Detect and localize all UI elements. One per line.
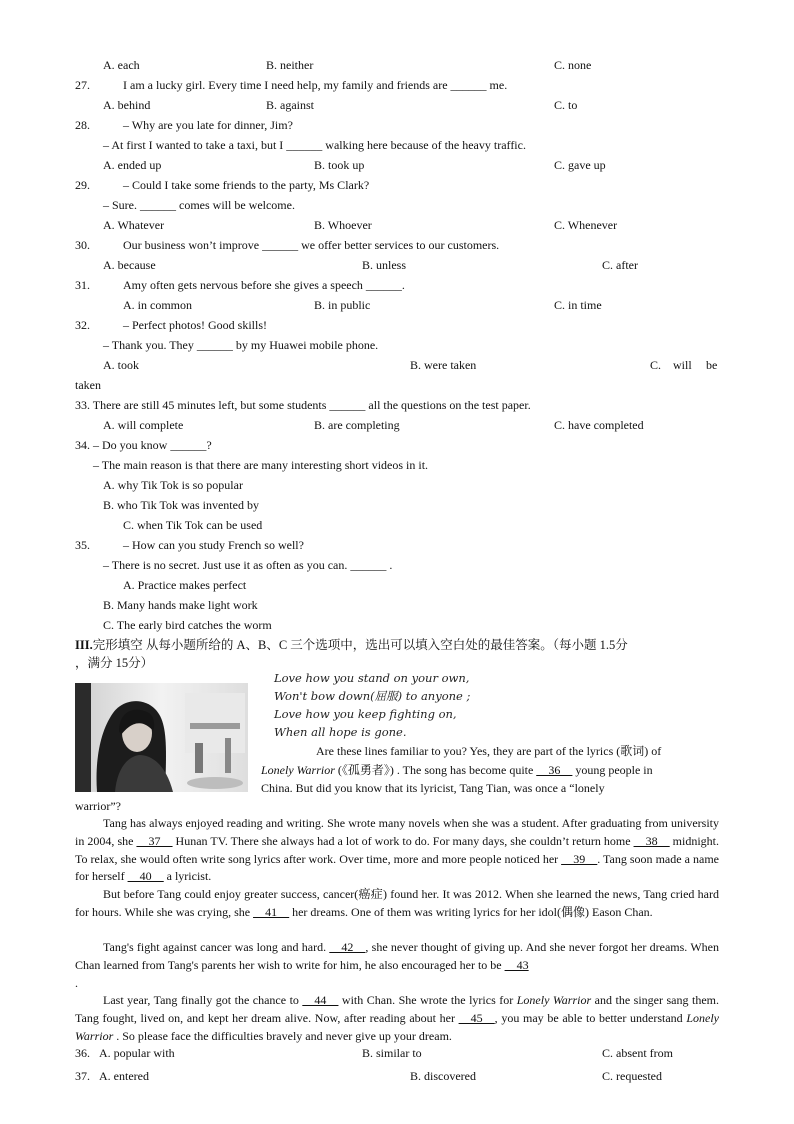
q32-option-c-letter: C. xyxy=(650,358,662,372)
q32-option-b: B. were taken xyxy=(410,358,477,372)
p4-text-2: , she never thought of giving up. And she never forgot her dreams. When Chan learned from Tang's parents her wish to write for him, he also encouraged her to be xyxy=(75,940,719,972)
song-title: Lonely Warrior xyxy=(261,763,335,777)
q34-line2: – The main reason is that there are many interesting short videos in it. xyxy=(93,458,429,472)
q30-number: 30. xyxy=(75,238,90,252)
p4-text-3: . xyxy=(75,975,78,990)
passage-paragraph-4 xyxy=(75,939,719,992)
q31-option-b: B. in public xyxy=(314,298,371,312)
q32-number: 32. xyxy=(75,318,90,332)
q27-number: 27. xyxy=(75,78,90,92)
q29-option-b: B. Whoever xyxy=(314,218,372,232)
singer-photo xyxy=(75,683,248,792)
q32-option-c-word3: taken xyxy=(75,378,101,392)
q33-stem: 33. There are still 45 minutes left, but some students ______ all the questions on the test paper. xyxy=(75,398,531,412)
q31-number: 31. xyxy=(75,278,90,292)
q35-line1: – How can you study French so well? xyxy=(123,538,304,552)
q29-number: 29. xyxy=(75,178,90,192)
q32-option-a: A. took xyxy=(103,358,139,372)
q31-stem: Amy often gets nervous before she gives a speech ______. xyxy=(123,278,405,292)
q28-option-a: A. ended up xyxy=(103,158,162,172)
q29-line1: – Could I take some friends to the party, Ms Clark? xyxy=(123,178,370,192)
q35-option-b: B. Many hands make light work xyxy=(103,598,258,612)
q35-option-a: A. Practice makes perfect xyxy=(123,578,247,592)
blank-42: __42__ xyxy=(329,940,366,954)
q26-option-a: A. each xyxy=(103,58,140,72)
poem-line-2: Won't bow down(屈服) to anyone ; xyxy=(274,689,471,703)
q34-option-c: C. when Tik Tok can be used xyxy=(123,518,263,532)
q34-option-b: B. who Tik Tok was invented by xyxy=(103,498,259,512)
passage-p1-line2-end: young people in xyxy=(572,763,653,777)
q34-option-a: A. why Tik Tok is so popular xyxy=(103,478,243,492)
q33-option-a: A. will complete xyxy=(103,418,184,432)
p5-text-3: and the singer sang them. Tang fought, lived on, and kept her dream alive. Now, after reading about her xyxy=(75,993,719,1025)
section3-number: III. xyxy=(75,638,93,652)
blank-36: __36__ xyxy=(536,763,573,777)
section3-title: 完形填空 从每小题所给的 A、B、C 三个选项中，选出可以填入空白处的最佳答案。（每小题 1.5分 xyxy=(92,638,628,652)
p5-song-title-2: Lonely Warrior xyxy=(75,1010,719,1043)
p5-text-2: with Chan. She wrote the lyrics for xyxy=(338,993,517,1007)
p2-text-5: a lyricist. xyxy=(163,869,212,884)
q36-option-a: A. popular with xyxy=(99,1046,175,1060)
q28-option-c: C. gave up xyxy=(554,158,606,172)
q31-option-c: C. in time xyxy=(554,298,602,312)
q32-option-c-word1: will xyxy=(673,358,692,372)
q27-option-b: B. against xyxy=(266,98,314,112)
q27-option-c: C. to xyxy=(554,98,578,112)
q27-stem: I am a lucky girl. Every time I need help, my family and friends are ______ me. xyxy=(123,78,508,92)
q32-option-c-word2: be xyxy=(706,358,718,372)
blank-38: __38__ xyxy=(633,833,670,848)
q28-line2: – At first I wanted to take a taxi, but I ______ walking here because of the heavy traffic. xyxy=(103,138,526,152)
blank-45: __45__ xyxy=(458,1010,495,1025)
p5-text-5: . So please face the difficulties bravely and never give up your dream. xyxy=(113,1028,452,1043)
q37-option-b: B. discovered xyxy=(410,1069,476,1083)
poem-line-1: Love how you stand on your own, xyxy=(274,671,470,685)
q37-option-a: A. entered xyxy=(99,1069,149,1083)
q33-option-c: C. have completed xyxy=(554,418,644,432)
q30-option-b: B. unless xyxy=(362,258,407,272)
q29-option-a: A. Whatever xyxy=(103,218,165,232)
q35-option-c: C. The early bird catches the worm xyxy=(103,618,272,632)
q37-number: 37. xyxy=(75,1069,90,1083)
blank-41: __41__ xyxy=(253,904,290,919)
blank-37: __37__ xyxy=(136,833,173,848)
q30-option-a: A. because xyxy=(103,258,156,272)
p5-text-1: Last year, Tang finally got the chance to xyxy=(103,993,303,1007)
p5-song-title: Lonely Warrior xyxy=(516,993,592,1007)
q33-option-b: B. are completing xyxy=(314,418,400,432)
q35-number: 35. xyxy=(75,538,90,552)
passage-p1-line2 xyxy=(261,760,653,780)
p2-text-2: Hunan TV. There she always had a lot of work to do. For many days, she couldn’t return home xyxy=(172,833,634,848)
section3-title-cont: ，满分 15分） xyxy=(75,656,154,670)
q29-option-c: C. Whenever xyxy=(554,218,618,232)
p2-text-1: Tang has always enjoyed reading and writing. She wrote many novels when she was a student. After graduating from university in 2004, she xyxy=(75,816,719,848)
q29-line2: – Sure. ______ comes will be welcome. xyxy=(103,198,295,212)
blank-40: __40__ xyxy=(127,869,164,884)
q30-option-c: C. after xyxy=(602,258,638,272)
blank-44: __44__ xyxy=(302,993,339,1007)
q26-option-c: C. none xyxy=(554,58,592,72)
passage-p1-line3: China. But did you know that its lyricist, Tang Tian, was once a “lonely xyxy=(261,781,605,795)
section3-heading xyxy=(75,635,628,655)
passage-paragraph-3 xyxy=(75,886,719,922)
passage-p1-line4: warrior”? xyxy=(75,799,121,813)
poem-line-3: Love how you keep fighting on, xyxy=(274,707,457,721)
poem-line-4: When all hope is gone. xyxy=(274,725,407,739)
p3-text-1: But before Tang could enjoy greater success, cancer(癌症) found her. It was 2012. When she learned the news, Tang cried hard for hours. While she was crying, she xyxy=(75,887,719,919)
q26-option-b: B. neither xyxy=(266,58,314,72)
q35-line2: – There is no secret. Just use it as often as you can. ______ . xyxy=(103,558,393,572)
q32-line2: – Thank you. They ______ by my Huawei mobile phone. xyxy=(103,338,379,352)
p2-text-4: . Tang soon made a name for herself xyxy=(75,851,719,884)
p4-text-1: Tang's fight against cancer was long and hard. xyxy=(103,940,330,954)
q27-option-a: A. behind xyxy=(103,98,151,112)
passage-p1-line2-text: (《孤勇者》) . The song has become quite xyxy=(334,763,537,777)
passage-paragraph-2 xyxy=(75,815,719,886)
q36-number: 36. xyxy=(75,1046,90,1060)
blank-39: __39__ xyxy=(561,851,598,866)
q30-stem: Our business won’t improve ______ we offer better services to our customers. xyxy=(123,238,500,252)
q31-option-a: A. in common xyxy=(123,298,192,312)
passage-paragraph-5 xyxy=(75,992,719,1045)
q28-option-b: B. took up xyxy=(314,158,365,172)
q28-number: 28. xyxy=(75,118,90,132)
blank-43: __43 xyxy=(504,957,529,972)
q37-option-c: C. requested xyxy=(602,1069,662,1083)
q36-option-c: C. absent from xyxy=(602,1046,673,1060)
q36-option-b: B. similar to xyxy=(362,1046,422,1060)
p2-text-3: midnight. To relax, she would often write song lyrics after work. Over time, more and more people noticed her xyxy=(75,833,719,866)
q32-line1: – Perfect photos! Good skills! xyxy=(123,318,267,332)
q34-stem: 34. – Do you know ______? xyxy=(75,438,212,452)
p5-text-4: , you may be able to better understand xyxy=(494,1010,687,1025)
q28-line1: – Why are you late for dinner, Jim? xyxy=(123,118,293,132)
p3-text-2: her dreams. One of them was writing lyrics for her idol(偶像) Eason Chan. xyxy=(289,904,653,919)
passage-p1-line1: Are these lines familiar to you? Yes, they are part of the lyrics (歌词) of xyxy=(316,744,662,758)
